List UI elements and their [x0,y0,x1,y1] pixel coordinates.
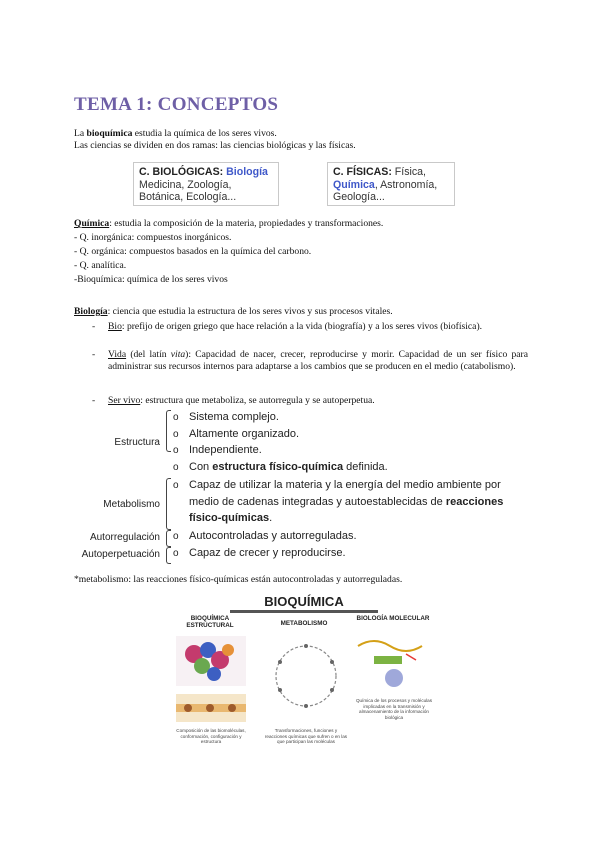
quimica-item: - Q. inorgánica: compuestos inorgánicos. [74,232,232,243]
scheme-item: o Sistema complejo. [173,411,279,423]
vida-item: Vida (del latín vita): Capacidad de nacer, crecer, reproducirse y morir. Capacidad de un ser físico para administrar sus recursos internos para adaptarse a los cambios que se producen en el medio (catabolismo). [108,349,528,372]
intro-line-1: La bioquímica estudia la química de los seres vivos. [74,128,277,139]
scheme-item: o Independiente. [173,444,262,456]
biological-sciences-box: C. BIOLÓGICAS: Biología Medicina, Zoología, Botánica, Ecología... [133,162,279,206]
krebs-cycle-image [266,632,346,720]
page-title: TEMA 1: CONCEPTOS [74,94,279,115]
figure-title-underline [230,610,378,613]
plasma-membrane-image [176,694,246,722]
physical-sciences-box: C. FÍSICAS: Física, Química, Astronomía, Geología... [327,162,455,206]
ser-vivo-item: Ser vivo: estructura que metaboliza, se autorregula y se autoperpetua. [108,395,375,406]
scheme-item: o Altamente organizado. [173,428,300,440]
scheme-label-estructura: Estructura [114,437,160,448]
quimica-definition: Química: estudia la composición de la materia, propiedades y transformaciones. [74,218,384,229]
brace [166,547,171,564]
intro-line-2: Las ciencias se dividen en dos ramas: las ciencias biológicas y las físicas. [74,140,356,151]
bio-prefix-item: Bio: prefijo de origen griego que hace relación a la vida (biografía) y a los seres vivos (biofísica). [108,321,483,332]
scheme-label-metabolismo: Metabolismo [103,499,160,510]
scheme-item: o Con estructura físico-química definida. [173,461,388,473]
biologia-definition: Biología: ciencia que estudia la estructura de los seres vivos y sus procesos vitales. [74,306,393,317]
figure-col-head: METABOLISMO [280,620,328,627]
list-dash: - [92,321,96,332]
bioquimica-figure [170,590,438,766]
figure-col-caption: Composición de las biomoléculas, conformación, configuración y estructura [176,728,246,744]
list-dash: - [92,349,96,360]
scheme-item-cont: físico-químicas. [189,512,273,524]
quimica-item: - Q. orgánica: compuestos basados en la química del carbono. [74,246,312,257]
brace [166,478,171,530]
metabolism-note: *metabolismo: las reacciones físico-químicas están autocontroladas y autorreguladas. [74,574,403,585]
scheme-label-autorregulacion: Autorregulación [89,532,160,543]
term-bioquimica: bioquímica [86,128,133,139]
molecular-biology-image [354,634,434,694]
quimica-item: - Q. analítica. [74,260,127,271]
quimica-item: -Bioquímica: química de los seres vivos [74,274,228,285]
brace [166,410,171,452]
figure-title: BIOQUÍMICA [264,594,344,609]
brace [166,530,171,547]
figure-col-caption: Química de los procesos y moléculas implicadas en la transmisión y almacenamiento de la información biológica [355,698,433,720]
figure-col-caption: Transformaciones, funciones y reacciones químicas que sufren o en las que participan las moléculas [264,728,348,744]
scheme-item-cont: medio de cadenas integradas y autoestablecidas de reacciones [189,496,504,508]
scheme-item: o Autocontroladas y autorreguladas. [173,530,357,542]
figure-col-head: BIOQUÍMICA ESTRUCTURAL [186,615,234,629]
scheme-item: o Capaz de utilizar la materia y la energía del medio ambiente por [173,479,501,491]
protein-structure-image [176,636,246,686]
scheme-item: o Capaz de crecer y reproducirse. [173,547,346,559]
list-dash: - [92,395,96,406]
scheme-label-autoperpetuacion: Autoperpetuación [81,549,160,560]
figure-col-head: BIOLOGÍA MOLECULAR [356,615,430,622]
